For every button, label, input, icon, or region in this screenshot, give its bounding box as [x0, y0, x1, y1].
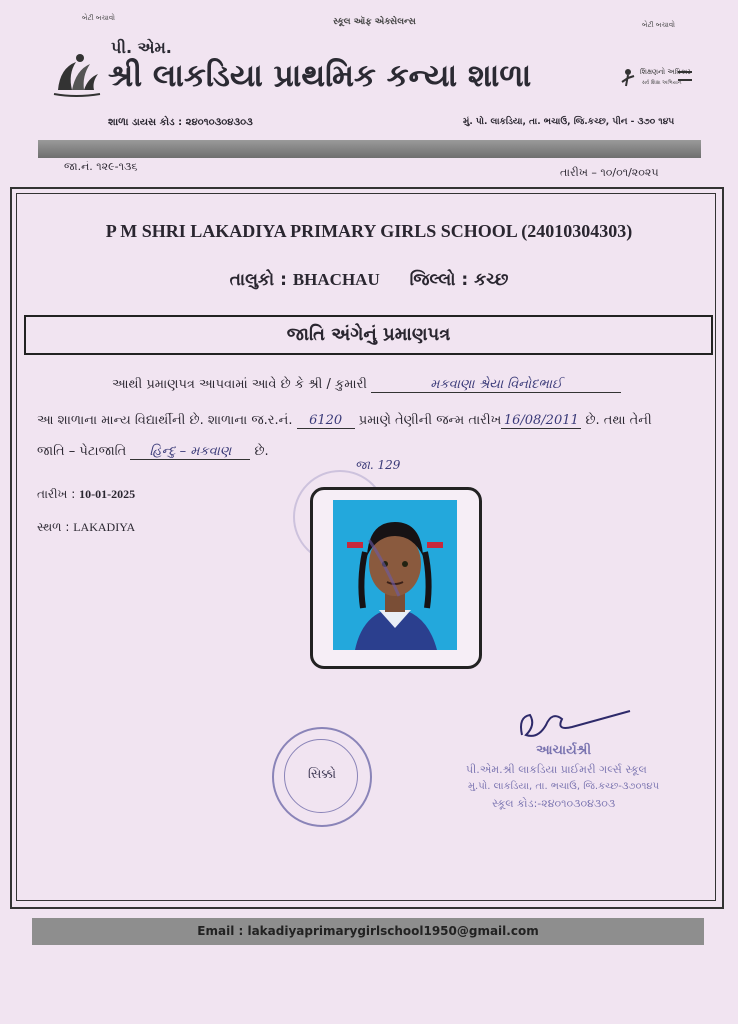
slogan-left: બેટી બચાવો [82, 14, 115, 22]
school-logo-icon [50, 50, 102, 100]
birth-date: 16/08/2011 [501, 413, 581, 429]
taluka-district-line [0, 270, 738, 290]
certificate-line-2 [37, 413, 652, 429]
taluka-label: તાલુકો : [229, 270, 287, 290]
header-divider-bar [38, 140, 701, 158]
line2-text-a: આ શાળાના માન્ય વિદ્યાર્થીની છે. શાળાના જ.ર.નં. [37, 413, 293, 428]
footer-email: Email : lakadiyaprimarygirlschool1950@gmail.com [197, 924, 539, 938]
header-prefix: પી. એમ. [111, 38, 172, 57]
student-name: મકવાણા શ્રેયા વિનોદભાઈ [371, 377, 621, 393]
reference-number: જા.નં. ૧૨૯-૧૩૬ [64, 160, 138, 173]
school-name-english: P M SHRI LAKADIYA PRIMARY GIRLS SCHOOL (24010304303) [105, 221, 633, 241]
certificate-line-1 [112, 377, 621, 393]
place-value: LAKADIYA [73, 520, 136, 534]
student-photo-frame [310, 487, 482, 669]
district-label: જિલ્લો : [409, 270, 469, 290]
date-label: તારીખ : [37, 487, 76, 501]
district-value: કચ્છ [474, 270, 509, 290]
caste-label: જાતિ – પેટાજાતિ [37, 444, 127, 459]
line2-text-c: છે. તથા તેની [585, 413, 652, 428]
issue-date-top: તારીખ – ૧૦/૦૧/૨૦૨૫ [560, 166, 659, 179]
seal-label: સિક્કો [307, 767, 337, 782]
place-label: સ્થળ : [37, 520, 70, 534]
slogan-right: બેટી બચાવો [642, 21, 675, 29]
school-name-header: શ્રી લાકડિયા પ્રાથમિક કન્યા શાળા [108, 58, 532, 94]
place-line [37, 520, 135, 535]
line3-end: છે. [254, 444, 269, 459]
gr-number: 6120 [297, 413, 355, 429]
principal-title: આચાર્યશ્રી [536, 743, 592, 758]
line2-text-b: પ્રમાણે તેણીની જન્મ તારીખ [358, 413, 502, 428]
line1-text: આથી પ્રમાણપત્ર આપવામાં આવે છે કે શ્રી / કુમારી [112, 377, 368, 392]
caste-value: હિન્દુ – મકવાણ [130, 444, 250, 460]
rte-logo-text: શિક્ષણનો અધિકાર [640, 68, 691, 76]
rte-logo-sub: સર્વ શિક્ષા અભિયાન [642, 80, 682, 86]
handwritten-number: જા. 129 [355, 458, 401, 472]
date-value: 10-01-2025 [79, 487, 136, 501]
student-photo [333, 500, 457, 650]
certificate-title: જાતિ અંગેનું પ્રમાણપત્ર [286, 324, 451, 345]
certificate-line-3 [37, 444, 269, 460]
date-line [37, 487, 135, 502]
principal-line-2: મુ.પો. લાકડિયા, તા. ભચાઉ, જિ.કચ્છ-૩૭૦૧૪૫ [468, 781, 660, 792]
footer-bar [32, 918, 704, 945]
school-of-excellence: સ્કૂલ ઑફ એક્સેલન્સ [333, 17, 416, 27]
taluka-value: BHACHAU [292, 270, 380, 289]
principal-line-1: પી.એમ.શ્રી લાકડિયા પ્રાઈમરી ગર્લ્સ સ્કૂલ [466, 763, 647, 776]
principal-line-3: સ્કૂલ કોડ:-૨૪૦૧૦૩૦૪૩૦૩ [492, 797, 616, 810]
certificate-title-box [24, 315, 713, 355]
school-seal [272, 727, 372, 827]
dise-code: શાળા ડાયસ કોડ : ૨૪૦૧૦૩૦૪૩૦૩ [108, 117, 253, 128]
school-address: મું. પો. લાકડિયા, તા. ભચાઉ, જિ.કચ્છ, પીન - ૩૭૦ ૧૪૫ [463, 117, 675, 127]
